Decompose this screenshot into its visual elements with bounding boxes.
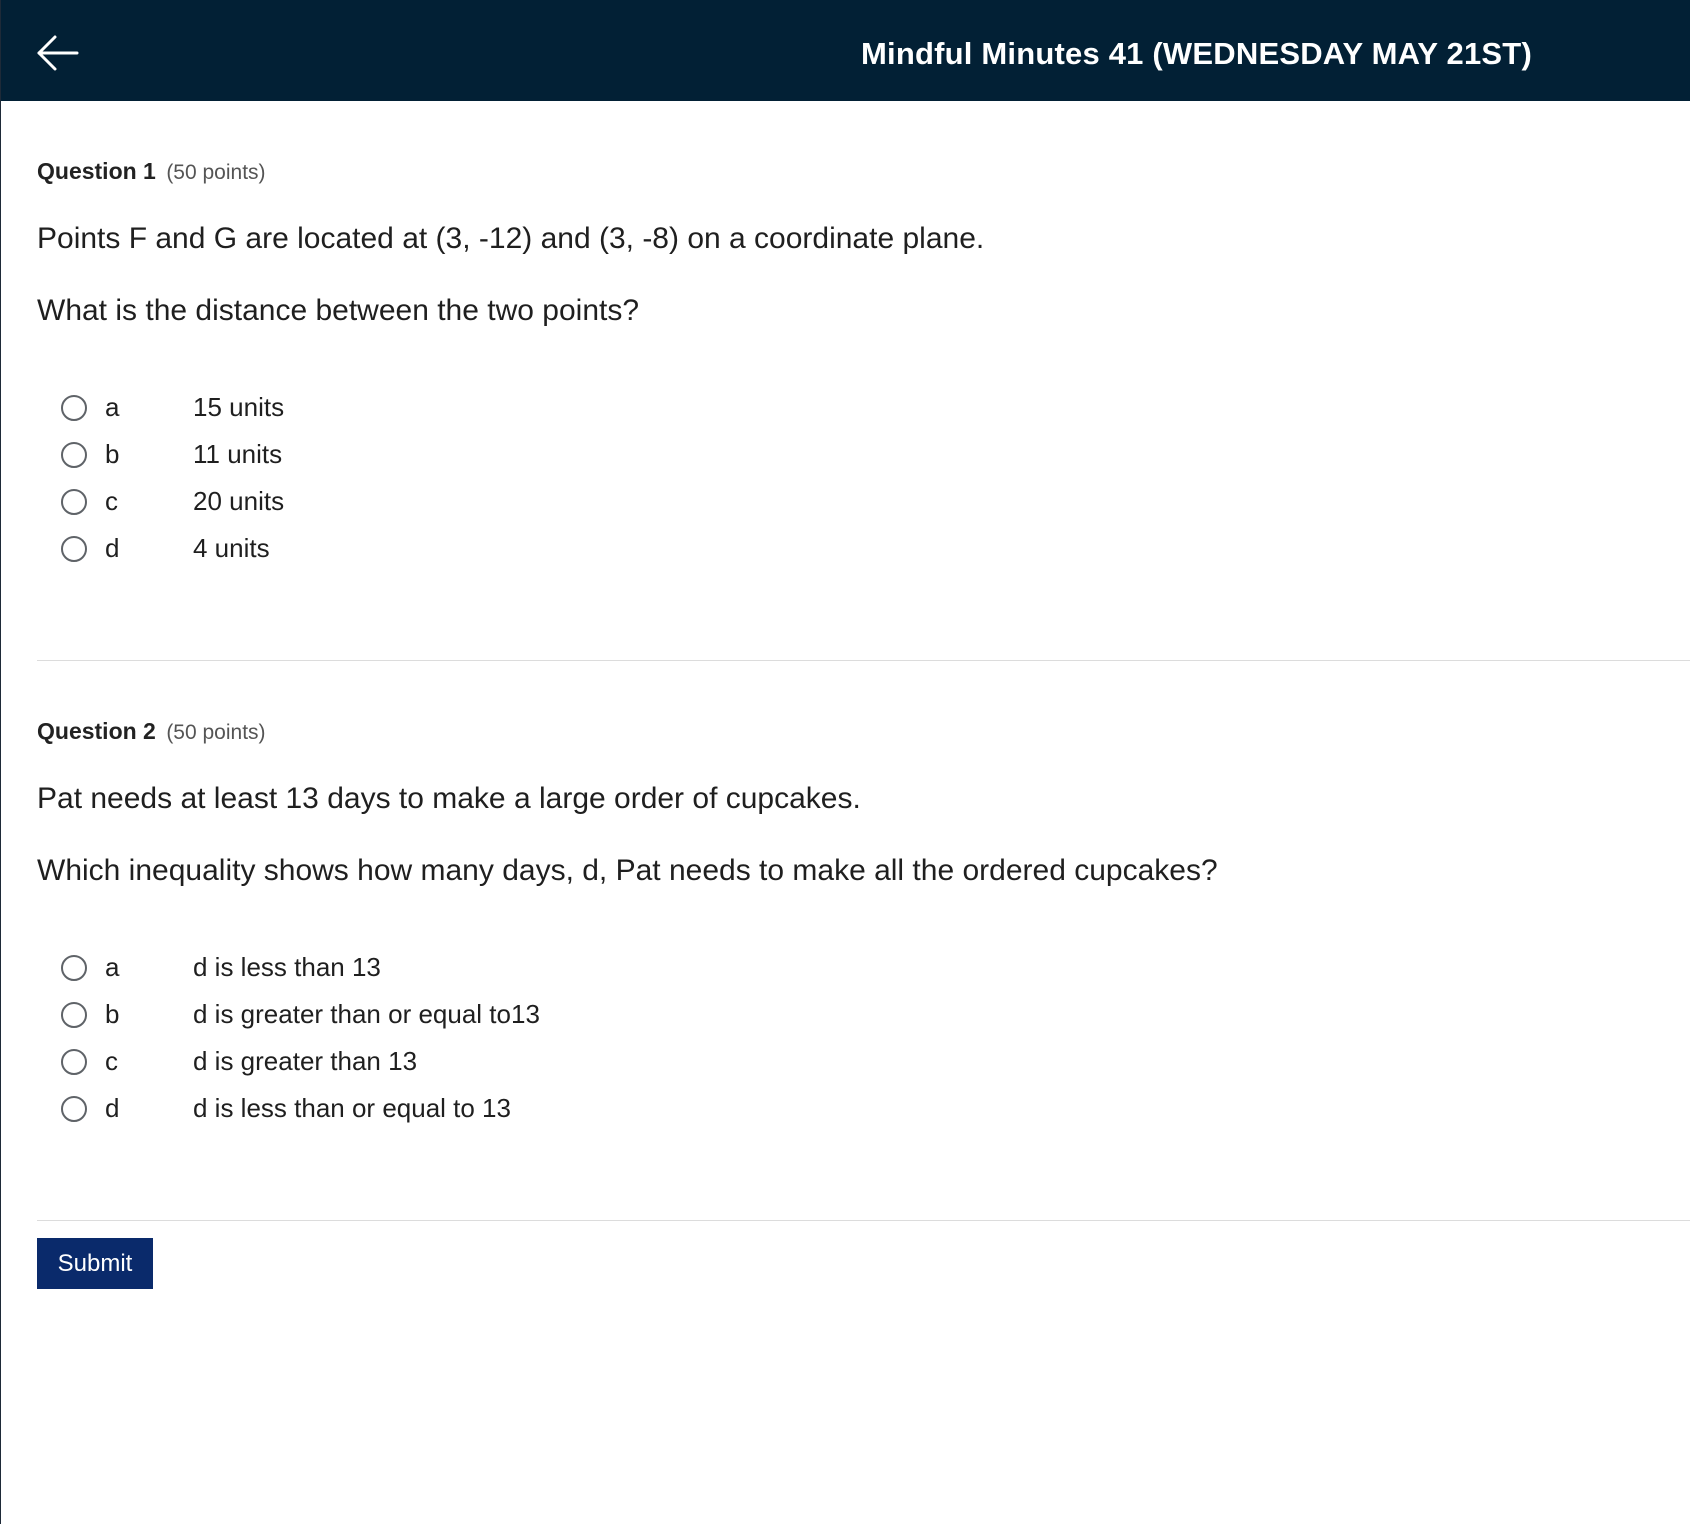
- question-label: Question 1: [37, 158, 156, 184]
- option-d[interactable]: [61, 1091, 761, 1131]
- radio-button[interactable]: [61, 1002, 87, 1028]
- option-text: d is greater than or equal to13: [193, 999, 540, 1029]
- option-c[interactable]: [61, 1044, 761, 1084]
- section-divider: [37, 660, 1690, 661]
- option-letter: d: [105, 1093, 120, 1123]
- option-letter: b: [105, 999, 120, 1029]
- radio-button[interactable]: [61, 395, 87, 421]
- question-prompt: What is the distance between the two points?: [37, 294, 640, 327]
- option-letter: c: [105, 1046, 118, 1076]
- option-text: 11 units: [193, 439, 283, 469]
- radio-button[interactable]: [61, 1096, 87, 1122]
- option-letter: c: [105, 486, 118, 516]
- option-text: d is greater than 13: [193, 1046, 418, 1076]
- page-title: Mindful Minutes 41 (WEDNESDAY MAY 21ST): [861, 36, 1532, 71]
- option-a[interactable]: [61, 390, 761, 430]
- option-d[interactable]: [61, 531, 761, 571]
- question-label: Question 2: [37, 718, 156, 744]
- submit-button[interactable]: Submit: [37, 1238, 153, 1289]
- radio-button[interactable]: [61, 1049, 87, 1075]
- radio-button[interactable]: [61, 442, 87, 468]
- back-button[interactable]: [31, 28, 81, 78]
- option-c[interactable]: [61, 484, 761, 524]
- option-text: d is less than or equal to 13: [193, 1093, 511, 1123]
- question-prompt: Pat needs at least 13 days to make a large order of cupcakes.: [37, 782, 861, 815]
- question-prompt: Which inequality shows how many days, d, Pat needs to make all the ordered cupcakes?: [37, 854, 1218, 887]
- question-heading: [37, 158, 266, 185]
- option-text: 15 units: [193, 392, 285, 422]
- question-points: (50 points): [166, 721, 266, 744]
- radio-button[interactable]: [61, 955, 87, 981]
- question-prompt: Points F and G are located at (3, -12) and (3, -8) on a coordinate plane.: [37, 222, 985, 255]
- question-heading: [37, 718, 266, 745]
- option-text: d is less than 13: [193, 952, 381, 982]
- option-b[interactable]: [61, 997, 761, 1037]
- option-letter: a: [105, 392, 120, 422]
- radio-button[interactable]: [61, 536, 87, 562]
- option-text: 20 units: [193, 486, 285, 516]
- option-b[interactable]: [61, 437, 761, 477]
- option-a[interactable]: [61, 950, 761, 990]
- radio-button[interactable]: [61, 489, 87, 515]
- header-bar: [1, 0, 1690, 101]
- section-divider: [37, 1220, 1690, 1221]
- arrow-left-icon: [31, 28, 81, 78]
- option-text: 4 units: [193, 533, 270, 563]
- question-points: (50 points): [166, 161, 266, 184]
- option-letter: b: [105, 439, 120, 469]
- option-letter: d: [105, 533, 120, 563]
- option-letter: a: [105, 952, 120, 982]
